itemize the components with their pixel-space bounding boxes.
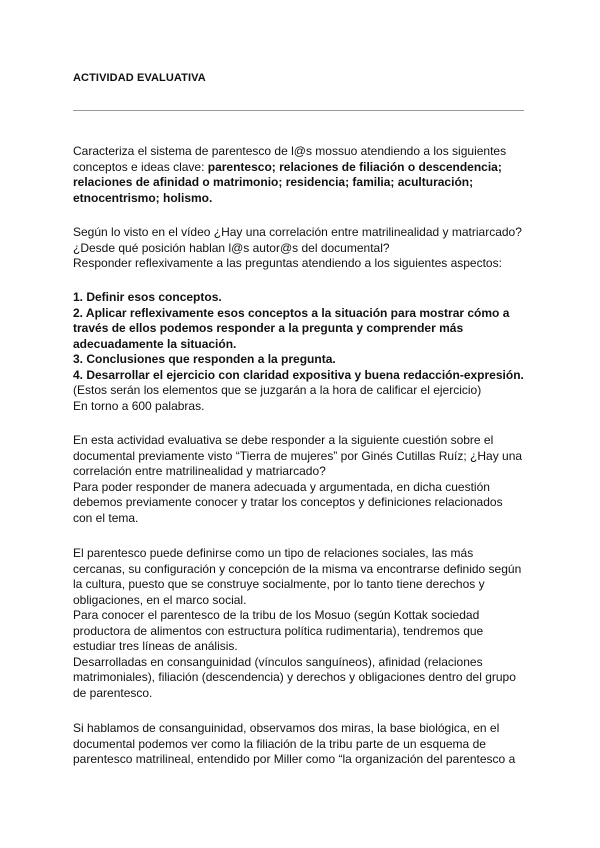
- text-line: Para poder responder de manera adecuada y argumentada, en dicha cuestión: [73, 479, 490, 494]
- text-line: documental previamente visto “Tierra de mujeres” por Ginés Cutillas Ruíz; ¿Hay una: [73, 448, 523, 463]
- text-line: Según lo visto en el vídeo ¿Hay una correlación entre matrilinealidad y matriarcado?: [73, 225, 522, 239]
- text-line: adecuadamente la situación.: [73, 336, 237, 351]
- paragraph-consanguinity: [73, 721, 533, 768]
- text-line: En torno a 600 palabras.: [73, 398, 205, 413]
- text-line: Desarrolladas en consanguinidad (vínculos sanguíneos), afinidad (relaciones: [73, 654, 483, 669]
- text-line: la cultura, puesto que se construye socialmente, por lo tanto tiene derechos y: [73, 577, 485, 591]
- text-line: 3. Conclusiones que responden a la pregunta.: [73, 352, 336, 366]
- text-line: con el tema.: [73, 510, 139, 525]
- paragraph-criteria: [73, 290, 533, 414]
- paragraph-introduction: [73, 433, 533, 526]
- text-line: debemos previamente conocer y tratar los conceptos y definiciones relacionados: [73, 495, 503, 509]
- text-line: correlación entre matrilinealidad y matriarcado?: [73, 464, 326, 478]
- page-title: ACTIVIDAD EVALUATIVA: [73, 72, 206, 84]
- text-line: de parentesco.: [73, 685, 153, 700]
- text-line: estudiar tres líneas de análisis.: [73, 639, 238, 653]
- text-line: Si hablamos de consanguinidad, observamos dos miras, la base biológica, en el: [73, 721, 500, 735]
- text-line: ¿Desde qué posición hablan l@s autor@s del documental?: [73, 240, 390, 255]
- text-line: Responder reflexivamente a las preguntas atendiendo a los siguientes aspectos:: [73, 256, 502, 270]
- text-line: documental podemos ver como la filiación de la tribu parte de un esquema de: [73, 736, 486, 751]
- text-line: relaciones de afinidad o matrimonio; residencia; familia; aculturación;: [73, 175, 474, 189]
- text-line: cercanas, su configuración y concepción de la misma va encontrarse definido según: [73, 561, 522, 576]
- text-line: En esta actividad evaluativa se debe responder a la siguiente cuestión sobre el: [73, 433, 494, 447]
- text-line: [73, 160, 533, 176]
- text-line: matrimoniales), filiación (descendencia) y derechos y obligaciones dentro del grupo: [73, 670, 516, 684]
- text-line: través de ellos podemos responder a la pregunta y comprender más: [73, 321, 464, 335]
- text-line: El parentesco puede definirse como un tipo de relaciones sociales, las más: [73, 546, 474, 560]
- paragraph-kinship: [73, 546, 533, 701]
- paragraph-task: [73, 144, 533, 206]
- text-line: parentesco matrilineal, entendido por Miller como “la organización del parentesco a: [73, 752, 516, 766]
- text-line: (Estos serán los elementos que se juzgarán a la hora de calificar el ejercicio): [73, 383, 482, 397]
- text-line: productora de alimentos con estructura política rudimentaria), tendremos que: [73, 623, 484, 638]
- text-line: Para conocer el parentesco de la tribu de los Mosuo (según Kottak sociedad: [73, 608, 480, 622]
- text-line: obligaciones, en el marco social.: [73, 592, 247, 607]
- text-line: 4. Desarrollar el ejercicio con claridad expositiva y buena redacción-expresión.: [73, 367, 524, 382]
- text-line: etnocentrismo; holismo.: [73, 190, 213, 205]
- paragraph-question: [73, 225, 533, 272]
- text-line: 2. Aplicar reflexivamente esos conceptos a la situación para mostrar cómo a: [73, 305, 510, 320]
- text-span-bold: parentesco; relaciones de filiación o descendencia;: [207, 159, 502, 174]
- text-span: conceptos e ideas clave:: [73, 159, 208, 174]
- text-line: Caracteriza el sistema de parentesco de l@s mossuo atendiendo a los siguientes: [73, 144, 507, 158]
- divider-line: [73, 110, 524, 111]
- text-line: 1. Definir esos conceptos.: [73, 290, 222, 304]
